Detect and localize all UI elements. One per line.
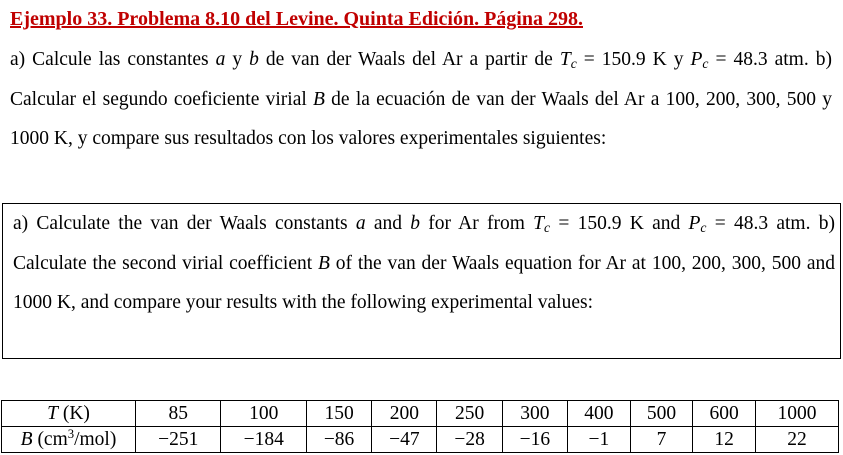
text-run: for Ar from — [420, 213, 534, 234]
table-cell: 85 — [136, 401, 221, 427]
var-b: b — [249, 49, 259, 70]
table-row-temperature — [2, 401, 839, 427]
table-cell: 300 — [502, 401, 567, 427]
var-T: T — [47, 402, 58, 424]
text-run: a) Calculate the van der Waals constants — [13, 213, 356, 234]
table-cell: 500 — [630, 401, 693, 427]
text-run: de van der Waals del Ar a partir de — [258, 49, 560, 70]
var-b: b — [410, 213, 420, 234]
table-cell: 1000 — [756, 401, 839, 427]
var-T: T — [559, 49, 571, 70]
table-cell: 600 — [693, 401, 756, 427]
subscript-c: c — [700, 220, 707, 235]
var-B: B — [20, 428, 33, 450]
table-cell: 22 — [756, 427, 839, 453]
unit-label: (cm — [32, 428, 68, 450]
text-run: = 48.3 atm. b) Calculate the second virial coefficient — [13, 213, 835, 274]
table-cell: −251 — [136, 427, 221, 453]
english-text-box — [2, 203, 841, 359]
subscript-c: c — [544, 220, 551, 235]
text-run: = 150.9 K y — [576, 49, 691, 70]
table-cell: 400 — [568, 401, 631, 427]
table-cell: −1 — [568, 427, 631, 453]
table-cell: −47 — [372, 427, 437, 453]
var-a: a — [215, 49, 226, 70]
table-cell: 250 — [437, 401, 502, 427]
spanish-problem-text — [10, 40, 832, 159]
table-cell: −86 — [306, 427, 371, 453]
table-cell: 200 — [372, 401, 437, 427]
text-run: de la ecuación de van der Waals del Ar a 100, 200, 300, 500 y 1000 K, y compare sus resultados con los valores experimentales siguientes: — [10, 88, 832, 149]
var-P: P — [690, 49, 703, 70]
table-cell: 7 — [630, 427, 693, 453]
text-run: y — [225, 49, 250, 70]
row-header-virial — [2, 427, 136, 453]
text-run: and — [365, 213, 411, 234]
table-cell: −28 — [437, 427, 502, 453]
english-problem-text — [13, 204, 835, 323]
table-cell: 12 — [693, 427, 756, 453]
text-run: = 48.3 atm. b) Calcular el segundo coeficiente virial — [10, 49, 832, 110]
text-run: of the van der Waals equation for Ar at 100, 200, 300, 500 and 1000 K, and compare your results with the following experimental values: — [13, 252, 835, 313]
subscript-c: c — [570, 56, 577, 71]
table-cell: −16 — [502, 427, 567, 453]
table-cell: 100 — [221, 401, 306, 427]
var-P: P — [688, 213, 701, 234]
table-cell: −184 — [221, 427, 306, 453]
row-header-temperature — [2, 401, 136, 427]
var-a: a — [355, 213, 366, 234]
var-B: B — [318, 252, 330, 274]
var-B: B — [313, 88, 325, 110]
var-T: T — [533, 213, 545, 234]
text-run: a) Calcule las constantes — [10, 49, 216, 70]
table-cell: 150 — [306, 401, 371, 427]
unit-label: /mol) — [74, 428, 117, 450]
experimental-data-table — [1, 400, 839, 453]
subscript-c: c — [702, 56, 709, 71]
text-run: = 150.9 K and — [550, 213, 689, 234]
unit-exponent: 3 — [67, 426, 75, 441]
unit-label: (K) — [57, 402, 90, 424]
table-row-virial — [2, 427, 839, 453]
page-title: Ejemplo 33. Problema 8.10 del Levine. Quinta Edición. Página 298. — [10, 8, 583, 30]
